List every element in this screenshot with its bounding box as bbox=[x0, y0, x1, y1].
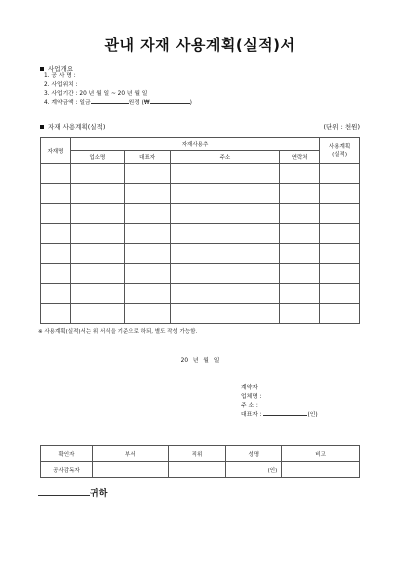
square-bullet-icon bbox=[40, 125, 44, 129]
table-cell bbox=[124, 304, 170, 324]
contractor-block bbox=[241, 384, 318, 420]
table-cell bbox=[41, 204, 71, 224]
addressee-line bbox=[38, 486, 107, 499]
table-row bbox=[41, 204, 360, 224]
contractor-rep: 대표자 : (인) bbox=[241, 412, 318, 418]
material-plan-table bbox=[40, 137, 360, 324]
table-cell bbox=[70, 204, 124, 224]
document-date: 20 년 월 일 bbox=[180, 358, 220, 364]
amount-figure-blank bbox=[150, 103, 190, 104]
confirm-header-position: 직위 bbox=[168, 446, 226, 462]
overview-item-location: 2. 사업위치 : bbox=[44, 82, 78, 88]
table-cell bbox=[41, 304, 71, 324]
table-cell bbox=[320, 304, 360, 324]
table-cell bbox=[280, 264, 320, 284]
table-cell bbox=[170, 224, 280, 244]
plan-section bbox=[40, 122, 105, 131]
table-cell bbox=[320, 284, 360, 304]
confirm-header-confirmer: 확인자 bbox=[41, 446, 93, 462]
confirm-cell-department bbox=[92, 462, 168, 478]
square-bullet-icon bbox=[40, 67, 44, 71]
table-row bbox=[41, 224, 360, 244]
confirm-cell-remarks bbox=[282, 462, 360, 478]
table-row bbox=[41, 164, 360, 184]
overview-item-amount: 4. 계약금액 : 일금 원정 (₩ ) bbox=[44, 100, 192, 106]
table-cell bbox=[280, 284, 320, 304]
overview-item-name: 1. 공 사 명 : bbox=[44, 73, 76, 79]
table-cell bbox=[280, 244, 320, 264]
usage-note: ※ 사용계획(실적)서는 위 서식을 기준으로 하되, 별도 작성 가능함. bbox=[38, 329, 198, 335]
header-usage: 사용계획 (실적) bbox=[320, 138, 360, 164]
table-cell bbox=[41, 284, 71, 304]
header-company: 업소명 bbox=[70, 151, 124, 164]
table-cell bbox=[124, 184, 170, 204]
document-title: 관내 자재 사용계획(실적)서 bbox=[104, 36, 296, 54]
unit-note: (단위 : 천원) bbox=[323, 123, 360, 131]
table-cell bbox=[70, 224, 124, 244]
table-cell bbox=[124, 164, 170, 184]
table-cell bbox=[41, 264, 71, 284]
table-cell bbox=[124, 284, 170, 304]
table-cell bbox=[170, 204, 280, 224]
table-cell bbox=[170, 164, 280, 184]
header-address: 주소 bbox=[170, 151, 280, 164]
table-cell bbox=[170, 264, 280, 284]
table-cell bbox=[280, 224, 320, 244]
table-cell bbox=[280, 164, 320, 184]
table-row bbox=[41, 184, 360, 204]
plan-heading: 자재 사용계획(실적) bbox=[48, 123, 106, 131]
overview-item-period: 3. 사업기간 : 20 년 월 일 ~ 20 년 월 일 bbox=[44, 91, 148, 97]
table-cell bbox=[170, 304, 280, 324]
table-cell bbox=[280, 304, 320, 324]
table-cell bbox=[320, 224, 360, 244]
table-cell bbox=[124, 264, 170, 284]
table-cell bbox=[41, 224, 71, 244]
table-cell bbox=[170, 184, 280, 204]
table-cell bbox=[170, 284, 280, 304]
table-cell bbox=[320, 264, 360, 284]
overview-heading: 사업개요 bbox=[48, 65, 74, 73]
closing-text: 귀하 bbox=[90, 489, 108, 499]
table-row bbox=[41, 284, 360, 304]
table-cell bbox=[320, 244, 360, 264]
rep-blank bbox=[263, 415, 307, 416]
header-material: 자재명 bbox=[41, 138, 71, 164]
confirm-cell-name: (인) bbox=[226, 462, 282, 478]
table-cell bbox=[70, 264, 124, 284]
table-cell bbox=[70, 164, 124, 184]
contractor-company: 업체명 : bbox=[241, 394, 262, 400]
table-cell bbox=[41, 184, 71, 204]
table-cell bbox=[170, 244, 280, 264]
table-cell bbox=[124, 204, 170, 224]
table-cell bbox=[280, 204, 320, 224]
table-cell bbox=[70, 304, 124, 324]
table-row bbox=[41, 244, 360, 264]
table-cell bbox=[70, 284, 124, 304]
table-cell bbox=[124, 244, 170, 264]
confirm-header-name: 성명 bbox=[226, 446, 282, 462]
contractor-label: 계약자 bbox=[241, 385, 258, 391]
header-representative: 대표자 bbox=[124, 151, 170, 164]
contractor-address: 주 소 : bbox=[241, 403, 258, 409]
table-cell bbox=[320, 184, 360, 204]
header-contact: 연락처 bbox=[280, 151, 320, 164]
table-cell bbox=[280, 184, 320, 204]
confirm-cell-position bbox=[168, 462, 226, 478]
table-row bbox=[41, 304, 360, 324]
addressee-blank bbox=[38, 495, 90, 496]
table-cell bbox=[70, 244, 124, 264]
header-supplier: 자재사용추 bbox=[70, 138, 319, 151]
amount-blank bbox=[91, 103, 129, 104]
table-cell bbox=[320, 164, 360, 184]
confirm-header-remarks: 비고 bbox=[282, 446, 360, 462]
confirm-row-supervisor: 공사감독자 bbox=[41, 462, 93, 478]
table-cell bbox=[41, 244, 71, 264]
table-row bbox=[41, 264, 360, 284]
confirm-header-department: 부서 bbox=[92, 446, 168, 462]
table-cell bbox=[320, 204, 360, 224]
overview-list bbox=[44, 72, 192, 108]
table-cell bbox=[41, 164, 71, 184]
table-cell bbox=[124, 224, 170, 244]
confirmation-table bbox=[40, 445, 360, 478]
table-cell bbox=[70, 184, 124, 204]
